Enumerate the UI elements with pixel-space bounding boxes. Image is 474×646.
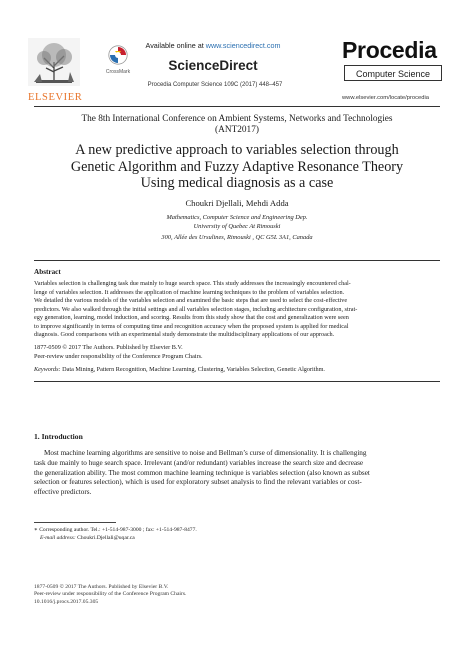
footer-doi[interactable]: 10.1016/j.procs.2017.05.305 [34, 598, 99, 605]
paper-title-line2: Genetic Algorithm and Fuzzy Adaptive Resonance Theory [70, 158, 404, 175]
affiliation [30, 213, 444, 242]
keywords-list: Data Mining, Pattern Recognition, Machine Learning, Clustering, Variables Selection, Genetic Algorithm. [62, 366, 325, 373]
intro-line: effective predictors. [34, 488, 92, 497]
authors: Choukri Djellali, Mehdi Adda [185, 198, 289, 208]
abstract-body [34, 280, 440, 340]
keywords-label: Keywords: [34, 366, 61, 373]
footnote-rule [34, 522, 116, 523]
email-line [34, 535, 440, 543]
procedia-url[interactable]: www.elsevier.com/locate/procedia [342, 95, 429, 101]
journal-citation: Procedia Computer Science 109C (2017) 448–457 [147, 82, 283, 88]
elsevier-tree-icon [28, 38, 80, 86]
keywords [34, 366, 440, 375]
abstract-bottom-rule [34, 381, 440, 382]
footer-copyright: 1877-0509 © 2017 The Authors. Published by Elsevier B.V. [34, 584, 169, 590]
intro-line: the generalization ability. The most common machine learning technique is variables selection (also known as subset [34, 468, 370, 477]
header-rule [34, 106, 440, 107]
abstract-line: We detailed the various models of the variables selection and examined the basic steps that are used to select the cost-effective [34, 297, 348, 304]
crossmark-label: CrossMark [105, 69, 131, 75]
abstract-line: diagnosis. Good comparisons with an experimental study demonstrate the multidisciplinary applications of our approach. [34, 331, 335, 338]
conference-line2: (ANT2017) [215, 125, 259, 135]
section-heading-introduction: 1. Introduction [34, 432, 83, 441]
procedia-logo [342, 37, 442, 87]
sciencedirect-link[interactable]: www.sciencedirect.com [205, 41, 281, 50]
available-online-line [130, 41, 296, 50]
affiliation-line1: Mathematics, Computer Science and Engineering Dep. [166, 214, 308, 221]
paper-title [20, 142, 454, 192]
abstract-top-rule [34, 260, 440, 261]
affiliation-line2: University of Quebec At Rimouski [193, 223, 281, 230]
procedia-subtitle: Computer Science [344, 65, 442, 81]
abstract-heading: Abstract [34, 268, 61, 276]
page-footer [34, 584, 440, 606]
affiliation-line3: 300, Allée des Ursulines, Rimouski , QC G5L 3A1, Canada [161, 234, 313, 241]
elsevier-wordmark: ELSEVIER [28, 92, 83, 103]
footnote [34, 527, 440, 542]
email-address[interactable]: Choukri.Djellali@uqar.ca [77, 534, 135, 541]
corresponding-author: ∗ Corresponding author. Tel.: +1-514-987-3000 ; fax: +1-514-987-8477. [34, 527, 197, 533]
procedia-title: Procedia [342, 37, 437, 63]
copyright-line: 1877-0509 © 2017 The Authors. Published by Elsevier B.V. [34, 344, 183, 351]
email-label: E-mail address: [40, 534, 76, 541]
abstract-line: egy generation, learning, model induction, and scoring. Results from this study show that the cost and generalization were seen [34, 314, 349, 321]
peer-review-line: Peer-review under responsibility of the Conference Program Chairs. [34, 352, 203, 360]
abstract-line: lenge of variables selection. It addresses the application of machine learning techniques to the problem of variables selection. [34, 288, 345, 296]
intro-line: selection or features selection), which is used for exploratory subset analysis to find the relevant variables or cost- [34, 478, 362, 487]
paper-title-line1: A new predictive approach to variables selection through [75, 142, 399, 158]
intro-line: Most machine learning algorithms are sensitive to noise and Bellman’s curse of dimensionality. It is challenging [44, 449, 367, 457]
abstract-copyright [34, 344, 440, 361]
paper-title-line3: Using medical diagnosis as a case [140, 175, 334, 191]
available-prefix: Available online at [145, 41, 204, 50]
abstract-line: Variables selection is challenging task due mainly to huge search space. This study addresses the increasingly encountered chal- [34, 280, 351, 287]
conference-line1: The 8th International Conference on Ambient Systems, Networks and Technologies [81, 114, 393, 124]
elsevier-logo [28, 38, 83, 103]
intro-line: task due mainly to huge search space. Irrelevant (and/or redundant) variables increase the search size and decrease [34, 458, 364, 467]
abstract-line: predictors. We also walked through the initial settings and all variables selection stages, including architecture configuration, strat- [34, 305, 358, 313]
footer-peer-review: Peer-review under responsibility of the Conference Program Chairs. [34, 591, 187, 598]
introduction-body [34, 449, 440, 498]
sciencedirect-title: ScienceDirect [168, 58, 258, 73]
abstract-line: to improve significantly in terms of computing time and recognition accuracy when the proposed system is applied for medical [34, 322, 349, 330]
conference-name [30, 114, 444, 136]
crossmark-icon [108, 45, 128, 65]
